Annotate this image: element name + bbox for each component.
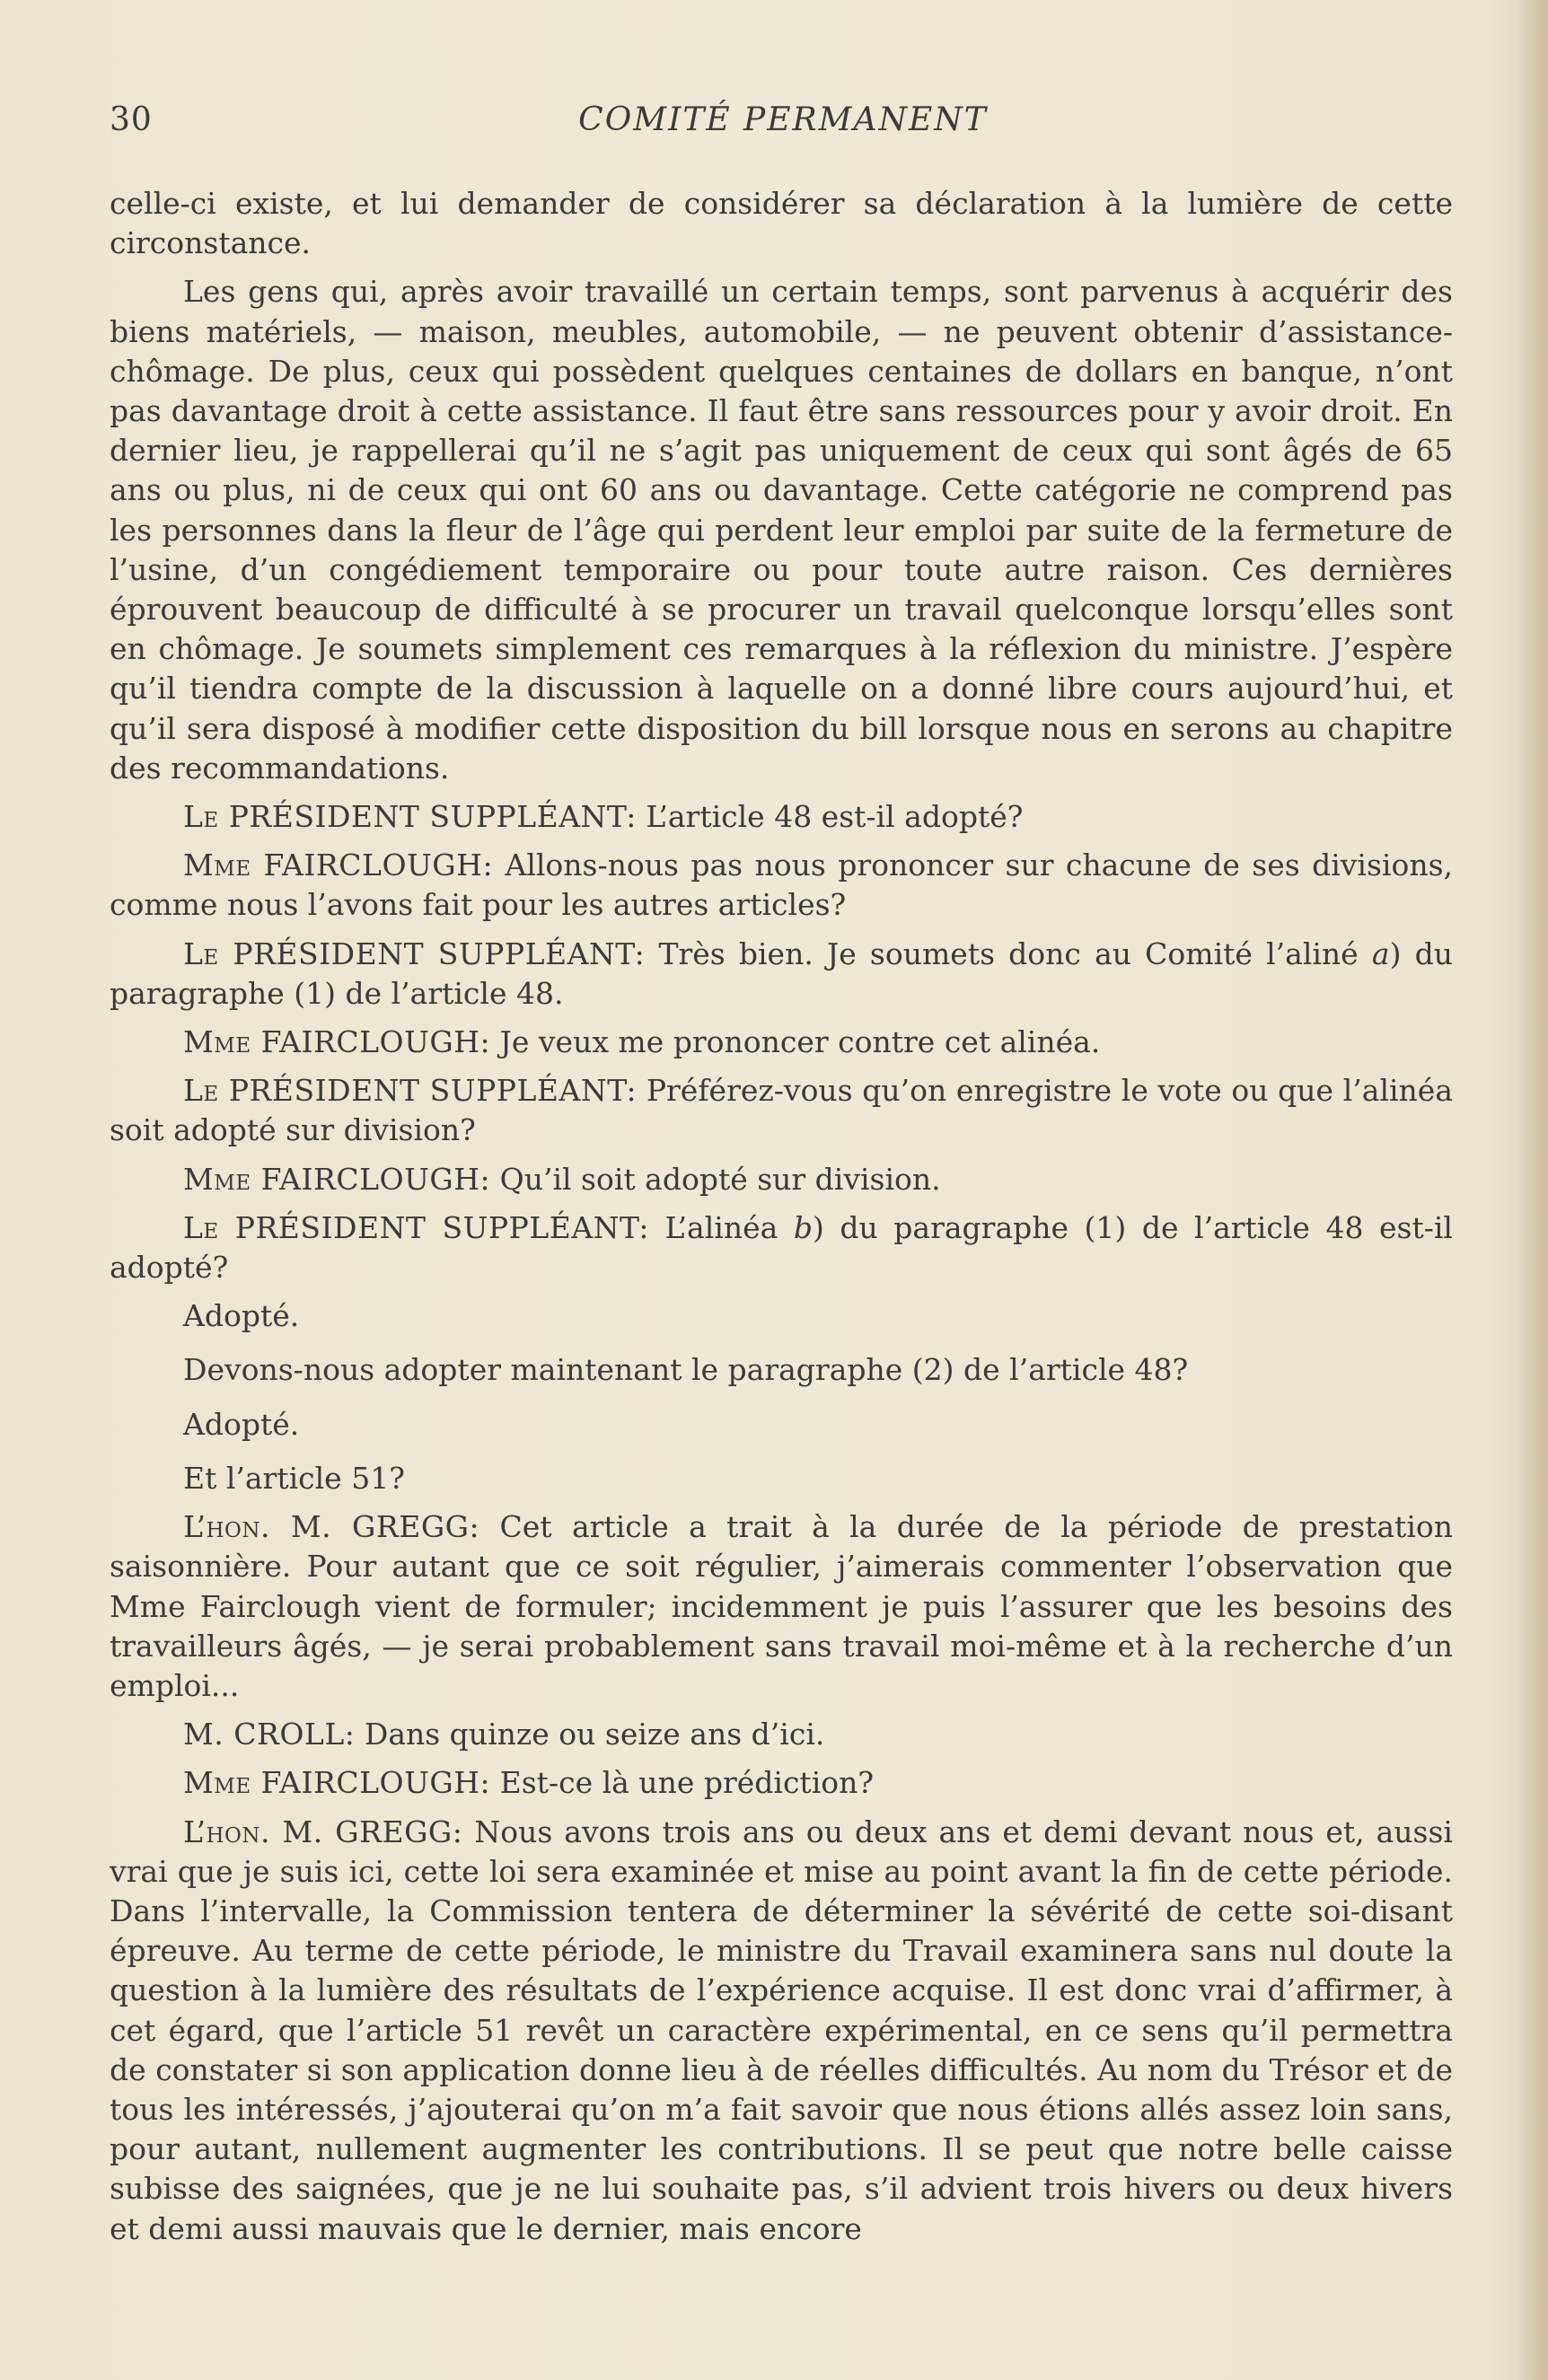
- paragraph: [110, 1350, 1453, 1390]
- speaker-name: Le PRÉSIDENT SUPPLÉANT:: [183, 1209, 649, 1245]
- speech-italic: a: [1371, 935, 1390, 971]
- speech-text: L’alinéa: [664, 1209, 794, 1245]
- speaker-name: Mme FAIRCLOUGH:: [183, 847, 494, 883]
- speech: [110, 1071, 1453, 1150]
- speech-text: ) du paragraphe (1) de l’article 48.: [110, 935, 1454, 1011]
- speech-text: Cet article a trait à la durée de la période de prestation saisonnière. Pour autant que ce soit régulier, j’aimerais commenter l’observation que Mme Fairclough vient de formuler; incidemment je puis l’assurer que les besoins des travailleurs âgés, — je serai probablement sans travail moi-même et à la recherche d’un emploi...: [110, 1509, 1453, 1703]
- speech-text: Est-ce là une prédiction?: [499, 1765, 875, 1801]
- paragraph-text: Devons-nous adopter maintenant le paragraphe (2) de l’article 48?: [183, 1352, 1189, 1388]
- paragraph: [110, 1405, 1453, 1445]
- speech: [110, 1160, 1453, 1199]
- speaker-name: Le PRÉSIDENT SUPPLÉANT:: [183, 799, 637, 835]
- speaker-name: L’hon. M. GREGG:: [183, 1814, 463, 1849]
- speech: [110, 1208, 1453, 1287]
- paragraph-text: celle-ci existe, et lui demander de considérer sa déclaration à la lumière de cette circonstance.: [110, 186, 1453, 261]
- paragraph: [110, 1459, 1453, 1498]
- speech-text: Je veux me prononcer contre cet alinéa.: [499, 1024, 1101, 1060]
- speech: [110, 935, 1453, 1014]
- speech-text: L’article 48 est-il adopté?: [646, 799, 1024, 835]
- speech: [110, 1023, 1453, 1062]
- speech: [110, 797, 1453, 837]
- paragraph-text: Adopté.: [183, 1406, 300, 1442]
- speech: [110, 1813, 1453, 2249]
- speaker-name: Le PRÉSIDENT SUPPLÉANT:: [183, 1073, 638, 1109]
- paragraph: [110, 1296, 1453, 1336]
- body-text: [110, 184, 1453, 2258]
- paragraph: [110, 184, 1453, 263]
- speaker-name: L’hon. M. GREGG:: [183, 1509, 480, 1545]
- speech-text: Préférez-vous qu’on enregistre le vote ou que l’alinéa soit adopté sur division?: [110, 1073, 1454, 1148]
- paragraph-text: Les gens qui, après avoir travaillé un certain temps, sont parvenus à acquérir des biens matériels, — maison, meubles, automobile, — ne peuvent obtenir d’assistance-chômage. De plus, ceux qui possèdent quelques centaines de dollars en banque, n’ont pas davantage droit à cette assistance. Il faut être sans ressources pour y avoir droit. En dernier lieu, je rappellerai qu’il ne s’agit pas uniquement de ceux qui sont âgés de 65 ans ou plus, ni de ceux qui ont 60 ans ou davantage. Cette catégorie ne comprend pas les personnes dans la fleur de l’âge qui perdent leur emploi par suite de la fermeture de l’usine, d’un congédiement temporaire ou pour toute autre raison. Ces dernières éprouvent beaucoup de difficulté à se procurer un travail quelconque lorsqu’elles sont en chômage. Je soumets simplement ces remarques à la réflexion du ministre. J’espère qu’il tiendra compte de la discussion à laquelle on a donné libre cours aujourd’hui, et qu’il sera disposé à modifier cette disposition du bill lorsque nous en serons au chapitre des recommandations.: [110, 274, 1453, 786]
- speaker-name: M. CROLL:: [183, 1717, 356, 1752]
- speaker-name: Mme FAIRCLOUGH:: [183, 1765, 491, 1801]
- speech: [110, 1507, 1453, 1706]
- paragraph: [110, 272, 1453, 788]
- speech-text: Nous avons trois ans ou deux ans et demi devant nous et, aussi vrai que je suis ici, cette loi sera examinée et mise au point avant la fin de cette période. Dans l’intervalle, la Commission tentera de déterminer la sévérité de cette soi-disant épreuve. Au terme de cette période, le ministre du Travail examinera sans nul doute la question à la lumière des résultats de l’expérience acquise. Il est donc vrai d’affirmer, à cet égard, que l’article 51 revêt un caractère expérimental, en ce sens qu’il permettra de constater si son application donne lieu à de réelles difficultés. Au nom du Trésor et de tous les intéressés, j’ajouterai qu’on m’a fait savoir que nous étions allés assez loin sans, pour autant, nullement augmenter les contributions. Il se peut que notre belle caisse subisse des saignées, que je ne lui souhaite pas, s’il advient trois hivers ou deux hivers et demi aussi mauvais que le dernier, mais encore: [110, 1814, 1453, 2246]
- speech-text: Qu’il soit adopté sur division.: [499, 1161, 941, 1197]
- speech: [110, 1763, 1453, 1803]
- paragraph-text: Et l’article 51?: [183, 1460, 405, 1496]
- speech: [110, 846, 1453, 925]
- speech-text: Dans quinze ou seize ans d’ici.: [364, 1717, 825, 1752]
- speaker-name: Mme FAIRCLOUGH:: [183, 1161, 491, 1197]
- paragraph-text: Adopté.: [183, 1298, 300, 1334]
- speaker-name: Mme FAIRCLOUGH:: [183, 1024, 491, 1060]
- speech-text: Allons-nous pas nous prononcer sur chacune de ses divisions, comme nous l’avons fait pour les autres articles?: [110, 847, 1453, 923]
- page-number: 30: [110, 101, 153, 138]
- speech-text: Très bien. Je soumets donc au Comité l’aliné: [658, 935, 1372, 971]
- speech-italic: b: [793, 1209, 813, 1245]
- speaker-name: Le PRÉSIDENT SUPPLÉANT:: [183, 935, 646, 971]
- page-edge: [1517, 0, 1548, 2380]
- running-head: [110, 101, 1456, 146]
- speech-text: ) du paragraphe (1) de l’article 48 est-il adopté?: [110, 1209, 1453, 1286]
- speech: [110, 1715, 1453, 1754]
- page-title: COMITÉ PERMANENT: [578, 101, 988, 138]
